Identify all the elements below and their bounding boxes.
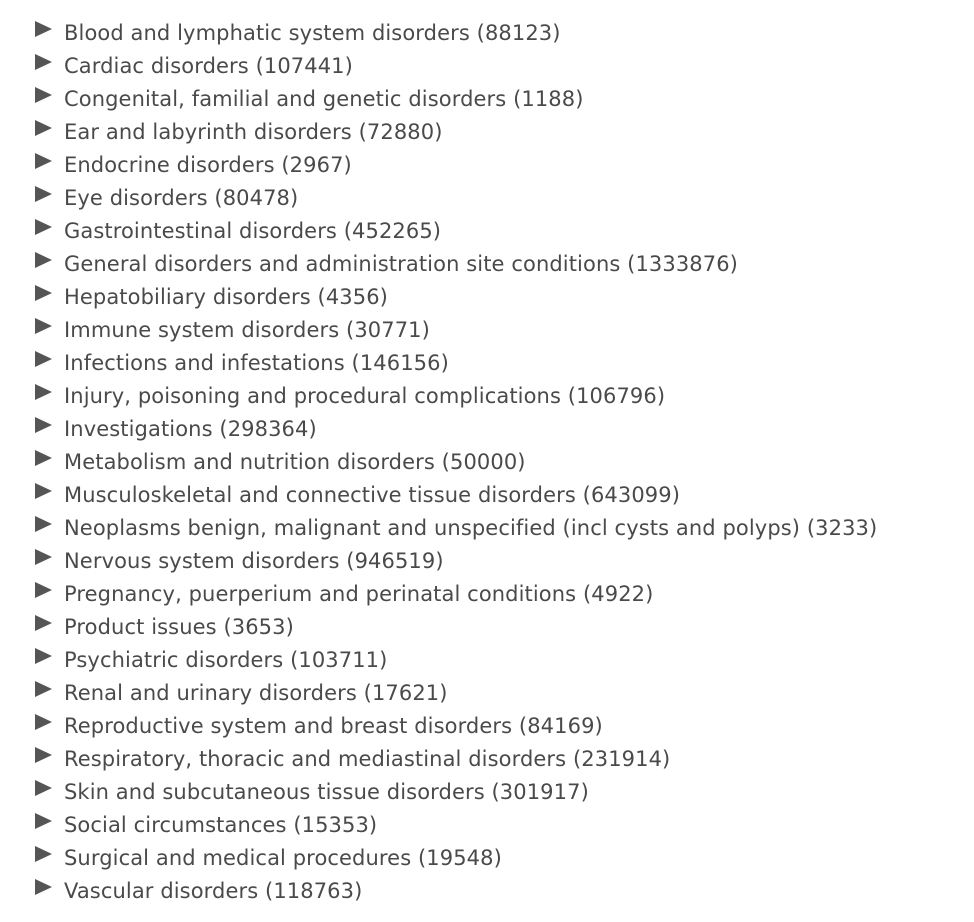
tree-item-label: Musculoskeletal and connective tissue disorders (643099): [64, 482, 681, 507]
tree-item-psychiatric[interactable]: [33, 643, 877, 676]
tree-item-label: Vascular disorders (118763): [64, 878, 363, 903]
tree-item-label: Injury, poisoning and procedural complications (106796): [64, 383, 666, 408]
tree-item-label: Respiratory, thoracic and mediastinal disorders (231914): [64, 746, 671, 771]
expand-triangle-icon[interactable]: [33, 613, 55, 635]
tree-item-gastrointestinal[interactable]: [33, 214, 877, 247]
tree-item-musculoskeletal[interactable]: [33, 478, 877, 511]
tree-item-endocrine[interactable]: [33, 148, 877, 181]
tree-item-label: Ear and labyrinth disorders (72880): [64, 119, 443, 144]
tree-item-nervous[interactable]: [33, 544, 877, 577]
tree-item-infections[interactable]: [33, 346, 877, 379]
tree-item-label: Metabolism and nutrition disorders (50000): [64, 449, 526, 474]
tree-item-congenital[interactable]: [33, 82, 877, 115]
tree-item-general[interactable]: [33, 247, 877, 280]
tree-item-label: Investigations (298364): [64, 416, 317, 441]
tree-item-label: Surgical and medical procedures (19548): [64, 845, 502, 870]
tree-item-label: Blood and lymphatic system disorders (88123): [64, 20, 561, 45]
category-tree: [33, 16, 877, 907]
expand-triangle-icon[interactable]: [33, 217, 55, 239]
tree-item-surgical[interactable]: [33, 841, 877, 874]
tree-item-label: Renal and urinary disorders (17621): [64, 680, 448, 705]
tree-item-injury[interactable]: [33, 379, 877, 412]
tree-item-label: Product issues (3653): [64, 614, 294, 639]
expand-triangle-icon[interactable]: [33, 547, 55, 569]
tree-item-pregnancy[interactable]: [33, 577, 877, 610]
expand-triangle-icon[interactable]: [33, 184, 55, 206]
tree-item-label: Cardiac disorders (107441): [64, 53, 353, 78]
tree-item-metabolism[interactable]: [33, 445, 877, 478]
expand-triangle-icon[interactable]: [33, 52, 55, 74]
expand-triangle-icon[interactable]: [33, 646, 55, 668]
tree-item-label: Congenital, familial and genetic disorders (1188): [64, 86, 584, 111]
expand-triangle-icon[interactable]: [33, 745, 55, 767]
tree-item-label: Neoplasms benign, malignant and unspecified (incl cysts and polyps) (3233): [64, 515, 878, 540]
tree-item-label: Immune system disorders (30771): [64, 317, 430, 342]
expand-triangle-icon[interactable]: [33, 151, 55, 173]
expand-triangle-icon[interactable]: [33, 679, 55, 701]
expand-triangle-icon[interactable]: [33, 514, 55, 536]
expand-triangle-icon[interactable]: [33, 283, 55, 305]
tree-item-neoplasms[interactable]: [33, 511, 877, 544]
tree-item-label: Hepatobiliary disorders (4356): [64, 284, 388, 309]
expand-triangle-icon[interactable]: [33, 349, 55, 371]
tree-item-label: General disorders and administration site conditions (1333876): [64, 251, 738, 276]
tree-item-reproductive[interactable]: [33, 709, 877, 742]
tree-item-label: Reproductive system and breast disorders (84169): [64, 713, 603, 738]
tree-item-label: Skin and subcutaneous tissue disorders (301917): [64, 779, 589, 804]
tree-item-label: Endocrine disorders (2967): [64, 152, 352, 177]
tree-item-label: Nervous system disorders (946519): [64, 548, 444, 573]
tree-item-investigations[interactable]: [33, 412, 877, 445]
tree-item-label: Pregnancy, puerperium and perinatal conditions (4922): [64, 581, 654, 606]
tree-item-respiratory[interactable]: [33, 742, 877, 775]
expand-triangle-icon[interactable]: [33, 316, 55, 338]
tree-item-label: Eye disorders (80478): [64, 185, 299, 210]
tree-item-blood-lymphatic[interactable]: [33, 16, 877, 49]
tree-item-hepatobiliary[interactable]: [33, 280, 877, 313]
tree-item-label: Social circumstances (15353): [64, 812, 378, 837]
tree-item-immune[interactable]: [33, 313, 877, 346]
expand-triangle-icon[interactable]: [33, 19, 55, 41]
tree-item-ear-labyrinth[interactable]: [33, 115, 877, 148]
expand-triangle-icon[interactable]: [33, 811, 55, 833]
tree-item-eye[interactable]: [33, 181, 877, 214]
expand-triangle-icon[interactable]: [33, 85, 55, 107]
expand-triangle-icon[interactable]: [33, 481, 55, 503]
expand-triangle-icon[interactable]: [33, 250, 55, 272]
tree-item-skin[interactable]: [33, 775, 877, 808]
tree-item-vascular[interactable]: [33, 874, 877, 907]
tree-item-renal-urinary[interactable]: [33, 676, 877, 709]
expand-triangle-icon[interactable]: [33, 382, 55, 404]
tree-item-label: Psychiatric disorders (103711): [64, 647, 388, 672]
expand-triangle-icon[interactable]: [33, 448, 55, 470]
expand-triangle-icon[interactable]: [33, 877, 55, 899]
tree-item-label: Infections and infestations (146156): [64, 350, 449, 375]
expand-triangle-icon[interactable]: [33, 712, 55, 734]
expand-triangle-icon[interactable]: [33, 415, 55, 437]
tree-item-cardiac[interactable]: [33, 49, 877, 82]
expand-triangle-icon[interactable]: [33, 118, 55, 140]
tree-item-label: Gastrointestinal disorders (452265): [64, 218, 442, 243]
expand-triangle-icon[interactable]: [33, 580, 55, 602]
tree-item-product-issues[interactable]: [33, 610, 877, 643]
expand-triangle-icon[interactable]: [33, 844, 55, 866]
tree-item-social[interactable]: [33, 808, 877, 841]
expand-triangle-icon[interactable]: [33, 778, 55, 800]
